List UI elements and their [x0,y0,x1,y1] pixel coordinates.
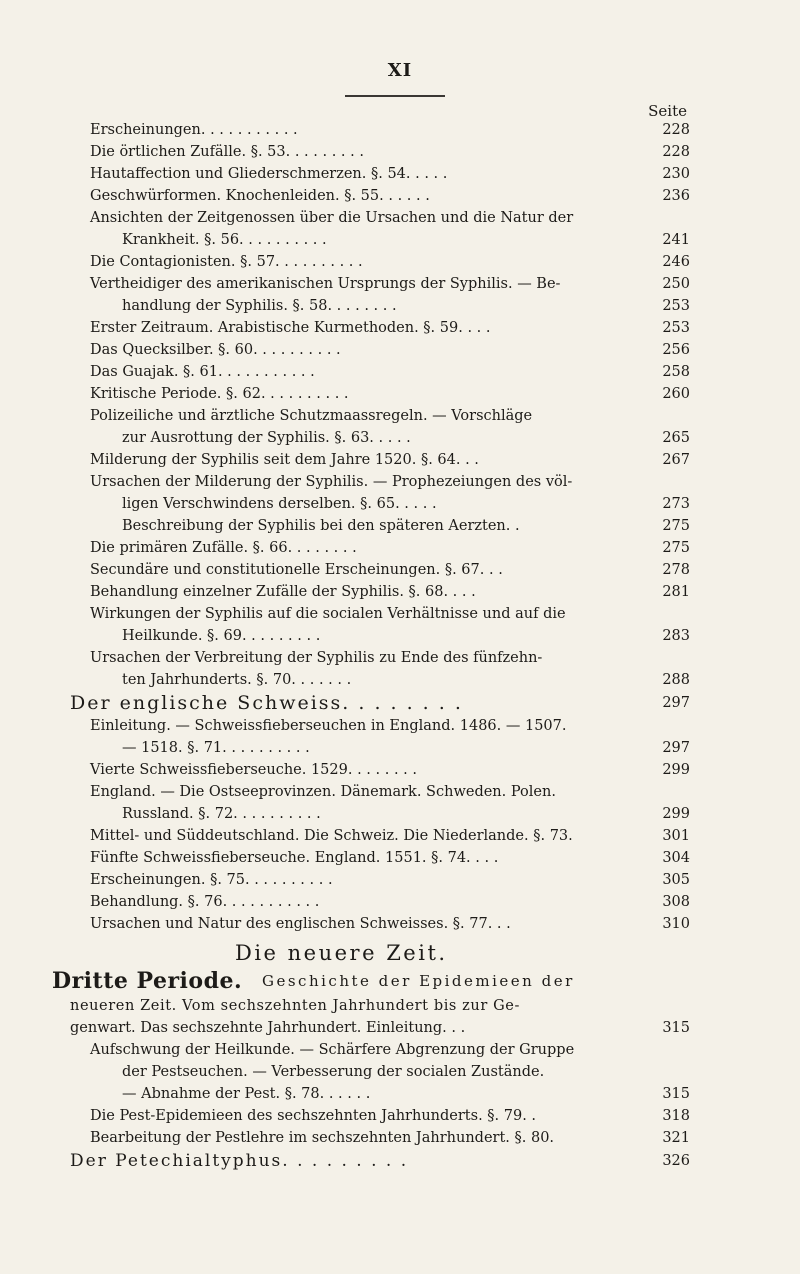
era-heading: Die neuere Zeit. [235,941,448,965]
toc-entry: Wirkungen der Syphilis auf die socialen Verhältnisse und auf die [90,606,566,622]
toc-entry: — Abnahme der Pest. §. 78. . . . . . 315 [122,1086,690,1102]
toc-section-heading: Der Petechialtyphus. . . . . . . . . 326 [70,1151,690,1171]
toc-entry: Einleitung. — Schweissfieberseuchen in England. 1486. — 1507. [90,718,567,734]
toc-entry: Aufschwung der Heilkunde. — Schärfere Abgrenzung der Gruppe [90,1042,575,1058]
toc-entry: Behandlung einzelner Zufälle der Syphilis. §. 68. . . . 281 [90,584,690,600]
toc-entry: genwart. Das sechszehnte Jahrhundert. Einleitung. . . 315 [70,1020,690,1036]
toc-entry: Erscheinungen. . . . . . . . . . . 228 [90,122,690,138]
toc-entry: Bearbeitung der Pestlehre im sechszehnten Jahrhundert. §. 80. 321 [90,1130,690,1146]
toc-entry: Ursachen der Milderung der Syphilis. — Prophezeiungen des völ- [90,474,573,490]
toc-entry: Ursachen und Natur des englischen Schweisses. §. 77. . . 310 [90,916,690,932]
toc-entry: der Pestseuchen. — Verbesserung der socialen Zustände. [122,1064,545,1080]
toc-entry: neueren Zeit. Vom sechszehnten Jahrhundert bis zur Ge- [70,998,520,1014]
toc-entry: — 1518. §. 71. . . . . . . . . . 297 [122,740,690,756]
toc-entry: Polizeiliche und ärztliche Schutzmaassregeln. — Vorschläge [90,408,533,424]
toc-entry: Geschwürformen. Knochenleiden. §. 55. . . . . . 236 [90,188,690,204]
toc-entry: Vertheidiger des amerikanischen Ursprungs der Syphilis. — Be- 250 [90,276,690,292]
toc-entry: Die primären Zufälle. §. 66. . . . . . . . 275 [90,540,690,556]
toc-entry: handlung der Syphilis. §. 58. . . . . . . . 253 [122,298,690,314]
toc-entry: Beschreibung der Syphilis bei den späteren Aerzten. . 275 [122,518,690,534]
toc-entry: Erster Zeitraum. Arabistische Kurmethoden. §. 59. . . . 253 [90,320,690,336]
column-header: Seite [648,102,687,120]
page-number: XI [387,60,413,81]
toc-entry: zur Ausrottung der Syphilis. §. 63. . . . . 265 [122,430,690,446]
toc-entry: Milderung der Syphilis seit dem Jahre 1520. §. 64. . . 267 [90,452,690,468]
toc-entry: Hautaffection und Gliederschmerzen. §. 54. . . . . 230 [90,166,690,182]
toc-entry: Die Contagionisten. §. 57. . . . . . . . . . 246 [90,254,690,270]
toc-entry: Mittel- und Süddeutschland. Die Schweiz. Die Niederlande. §. 73. 301 [90,828,690,844]
toc-entry: ten Jahrhunderts. §. 70. . . . . . . 288 [122,672,690,688]
period-heading: Dritte Periode. Geschichte der Epidemieen der [52,968,575,994]
toc-entry: Fünfte Schweissfieberseuche. England. 1551. §. 74. . . . 304 [90,850,690,866]
toc-entry: ligen Verschwindens derselben. §. 65. . . . . 273 [122,496,690,512]
toc-entry: Erscheinungen. §. 75. . . . . . . . . . 305 [90,872,690,888]
toc-entry: Die örtlichen Zufälle. §. 53. . . . . . . . . 228 [90,144,690,160]
toc-entry: Ansichten der Zeitgenossen über die Ursachen und die Natur der [90,210,574,226]
toc-entry: Das Quecksilber. §. 60. . . . . . . . . . 256 [90,342,690,358]
toc-entry: Das Guajak. §. 61. . . . . . . . . . . 258 [90,364,690,380]
toc-entry: Kritische Periode. §. 62. . . . . . . . . . 260 [90,386,690,402]
toc-entry: Die Pest-Epidemieen des sechszehnten Jahrhunderts. §. 79. . 318 [90,1108,690,1124]
toc-entry: Russland. §. 72. . . . . . . . . . 299 [122,806,690,822]
toc-entry: Secundäre und constitutionelle Erscheinungen. §. 67. . . 278 [90,562,690,578]
toc-entry: Behandlung. §. 76. . . . . . . . . . . 308 [90,894,690,910]
toc-entry: Krankheit. §. 56. . . . . . . . . . 241 [122,232,690,248]
toc-entry: England. — Die Ostseeprovinzen. Dänemark. Schweden. Polen. [90,784,556,800]
toc-entry: Vierte Schweissfieberseuche. 1529. . . . . . . . 299 [90,762,690,778]
toc-entry: Ursachen der Verbreitung der Syphilis zu Ende des fünfzehn- [90,650,543,666]
toc-section-heading: Der englische Schweiss. . . . . . . . 297 [70,692,690,714]
toc-entry: Heilkunde. §. 69. . . . . . . . . 283 [122,628,690,644]
